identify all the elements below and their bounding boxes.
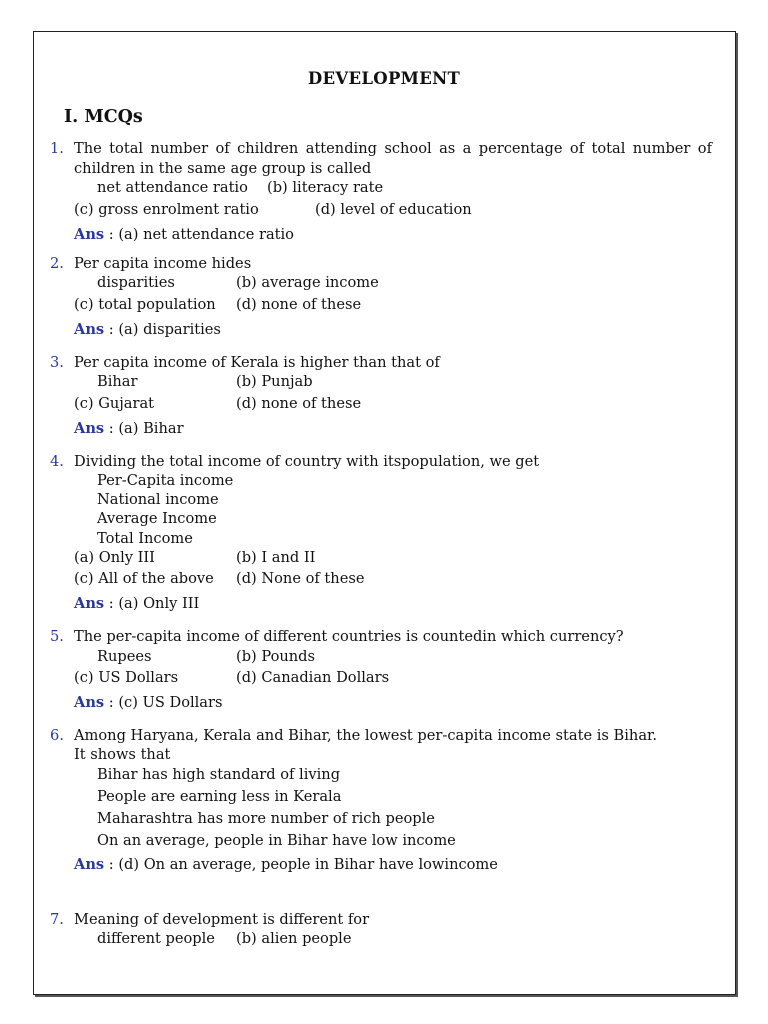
question-number: 6. — [50, 727, 64, 744]
answer-line — [74, 694, 222, 712]
answer-label: Ans — [74, 420, 105, 437]
option-b: (b) I and II — [236, 549, 316, 566]
answer-text: : (a) Bihar — [108, 420, 184, 437]
option-d: (d) none of these — [236, 395, 362, 412]
answer-label: Ans — [74, 694, 105, 711]
option-c: (c) All of the above — [74, 570, 214, 587]
option-b: (b) average income — [236, 274, 379, 291]
answer-label: Ans — [74, 595, 105, 612]
answer-line — [74, 420, 184, 438]
option-c: (c) gross enrolment ratio — [74, 201, 259, 218]
option-b: (b) Pounds — [236, 648, 316, 665]
question-text: It shows that — [74, 746, 171, 763]
option-d: (d) None of these — [236, 570, 365, 587]
option-a: Rupees — [97, 648, 152, 665]
answer-label: Ans — [74, 856, 105, 873]
option-a: (a) Only III — [74, 549, 155, 566]
question-text: Among Haryana, Kerala and Bihar, the lowest per-capita income state is Bihar. — [74, 727, 658, 744]
answer-line — [74, 321, 221, 339]
question-text: Meaning of development is different for — [74, 911, 370, 928]
list-item: Bihar has high standard of living — [97, 766, 341, 783]
answer-text: : (a) Only III — [108, 595, 200, 612]
question-text: The total number of children attending school as a percentage of total number of — [74, 140, 712, 157]
answer-label: Ans — [74, 226, 105, 243]
option-a: disparities — [97, 274, 175, 291]
answer-label: Ans — [74, 321, 105, 338]
option-d: (d) none of these — [236, 296, 362, 313]
question-number: 4. — [50, 453, 64, 470]
page-title: DEVELOPMENT — [307, 69, 461, 88]
option-a: different people — [97, 930, 215, 947]
question-text: Dividing the total income of country with itspopulation, we get — [74, 453, 540, 470]
question-number: 2. — [50, 255, 64, 272]
question-text: Per capita income hides — [74, 255, 252, 272]
question-text: The per-capita income of different countries is countedin which currency? — [74, 628, 624, 645]
option-c: (c) Gujarat — [74, 395, 155, 412]
answer-text: : (a) disparities — [108, 321, 221, 338]
option-c: (c) total population — [74, 296, 216, 313]
option-b: (b) literacy rate — [267, 179, 384, 196]
answer-line — [74, 226, 294, 244]
question-number: 5. — [50, 628, 64, 645]
question-number: 3. — [50, 354, 64, 371]
option-b: (b) alien people — [236, 930, 352, 947]
option-b: (b) Punjab — [236, 373, 313, 390]
section-heading: I. MCQs — [64, 107, 143, 127]
answer-line — [74, 856, 498, 874]
answer-text: : (a) net attendance ratio — [108, 226, 294, 243]
option-c: (c) US Dollars — [74, 669, 179, 686]
option-a: net attendance ratio — [97, 179, 248, 196]
list-item: Maharashtra has more number of rich people — [97, 810, 435, 827]
question-text: children in the same age group is called — [74, 160, 372, 177]
question-text: Per capita income of Kerala is higher than that of — [74, 354, 440, 371]
answer-text: : (c) US Dollars — [108, 694, 223, 711]
option-d: (d) Canadian Dollars — [236, 669, 390, 686]
list-item: People are earning less in Kerala — [97, 788, 342, 805]
option-d: (d) level of education — [315, 201, 472, 218]
list-item: Per-Capita income — [97, 472, 234, 489]
list-item: Total Income — [97, 530, 193, 547]
answer-text: : (d) On an average, people in Bihar have lowincome — [108, 856, 498, 873]
list-item: National income — [97, 491, 219, 508]
list-item: Average Income — [97, 510, 217, 527]
question-number: 1. — [50, 140, 64, 157]
option-a: Bihar — [97, 373, 138, 390]
question-number: 7. — [50, 911, 64, 928]
answer-line — [74, 595, 199, 613]
list-item: On an average, people in Bihar have low income — [97, 832, 456, 849]
